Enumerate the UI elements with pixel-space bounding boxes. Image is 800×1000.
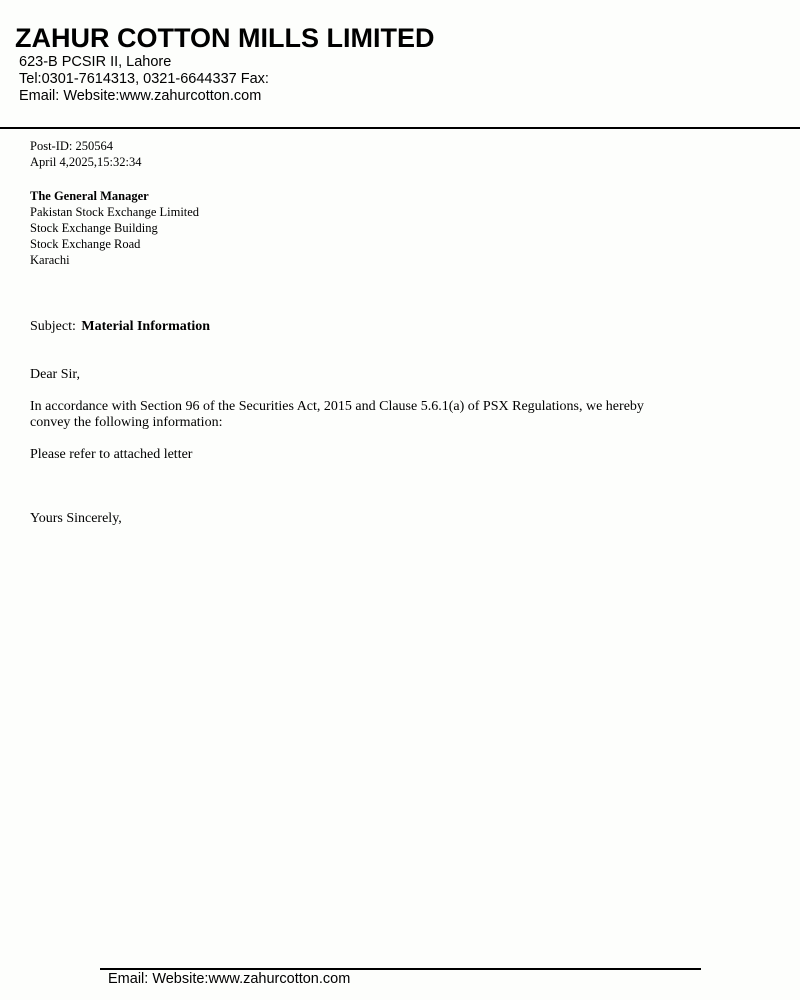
footer-email: Email: Website:www.zahurcotton.com (108, 971, 351, 987)
recipient-block (30, 188, 199, 268)
subject-text: Material Information (81, 319, 211, 334)
recipient-line: Karachi (30, 253, 70, 267)
company-name: ZAHUR COTTON MILLS LIMITED (15, 23, 435, 53)
footer-divider (100, 968, 701, 970)
salutation: Dear Sir, (30, 367, 80, 382)
body-paragraph: In accordance with Section 96 of the Securities Act, 2015 and Clause 5.6.1(a) of PSX Regulations, we hereby convey the following information: (30, 399, 644, 430)
recipient-line: Pakistan Stock Exchange Limited (30, 205, 200, 219)
recipient-line: Stock Exchange Road (30, 237, 141, 251)
company-phone: Tel:0301-7614313, 0321-6644337 Fax: (19, 71, 269, 87)
closing: Yours Sincerely, (30, 511, 122, 526)
subject-line (30, 319, 210, 335)
post-id: Post-ID: 250564 (30, 139, 113, 153)
header-divider (0, 127, 800, 129)
recipient-title: The General Manager (30, 189, 149, 203)
post-date: April 4,2025,15:32:34 (30, 155, 142, 169)
company-address: 623-B PCSIR II, Lahore (19, 54, 172, 70)
company-email: Email: Website:www.zahurcotton.com (19, 88, 262, 104)
body-refer-note: Please refer to attached letter (30, 447, 193, 462)
recipient-line: Stock Exchange Building (30, 221, 158, 235)
subject-label: Subject: (30, 319, 76, 334)
